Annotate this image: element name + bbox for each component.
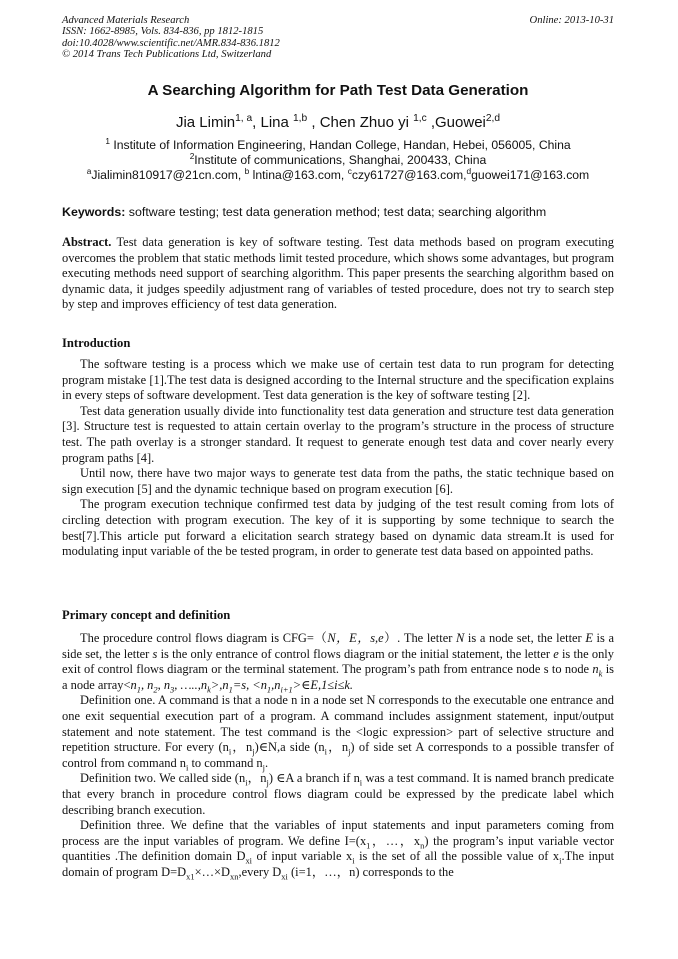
text-run: ，n (231, 740, 253, 755)
text-run: ×…×D (194, 864, 231, 879)
math-sub: j (252, 746, 255, 757)
author-name: , Chen Zhuo yi (307, 114, 414, 131)
author-sup: 1,c (413, 113, 427, 124)
email-link[interactable]: Jialimin810917@21cn.com, (91, 168, 245, 182)
affiliation-1 (62, 135, 614, 152)
text-run: of input variable x (252, 849, 353, 864)
author-name: , Lina (252, 114, 294, 131)
paper-title: A Searching Algorithm for Path Test Data Generation (147, 82, 529, 99)
section-heading-introduction: Introduction (62, 336, 131, 350)
math-run: =s, <n (232, 677, 267, 692)
math-sub: i (228, 746, 232, 757)
author-sup: 2,d (485, 113, 501, 124)
math-run: >,n (210, 677, 229, 692)
math-sub: xi (281, 871, 288, 882)
email-sup: d (466, 165, 472, 176)
email-link[interactable]: lntina@163.com, (249, 168, 348, 182)
author-sup: 1,b (293, 113, 308, 124)
text-run: . (265, 755, 269, 770)
primary-concept-body (62, 631, 614, 881)
introduction-body (62, 357, 614, 560)
text-run: The procedure control flows diagram is CFG=（ (80, 631, 328, 645)
author-name: ,Guowei (426, 114, 486, 131)
math-sub: xn (230, 871, 239, 882)
math-sub: k (598, 668, 603, 679)
paragraph (62, 771, 614, 818)
math-run: E (585, 631, 593, 645)
doi-line: doi:10.4028/www.scientific.net/AMR.834-836.1812 (62, 37, 280, 49)
abstract-label: Abstract. (62, 235, 112, 249)
math-sub: k (207, 684, 211, 695)
math-run: N，E，s,e (327, 631, 384, 645)
keywords-text: software testing; test data generation method; test data; searching algorithm (125, 205, 547, 219)
math-run: N (456, 631, 465, 645)
author-sup: 1, a (235, 113, 253, 124)
math-sub: i (245, 777, 248, 788)
paragraph: The program execution technique confirmed test data by judging of the test result coming from lots of circling detection with program execution. The key of it is supporting by some technique to search the best[7].This article put forward a elicitation search strategy based on dynamic data stream.It is used for modulating input variable of the be tested program, in order to generate test data based on appointed paths. (62, 497, 614, 559)
math-sub: 1 (366, 840, 371, 851)
text-run: .The input domain of program D=D (62, 849, 615, 879)
text-run: ）. The letter (383, 631, 456, 645)
math-sub: i (559, 855, 562, 866)
text-run: to command n (188, 755, 263, 770)
math-run: e (553, 646, 559, 661)
affiliation-2 (62, 150, 614, 167)
email-link[interactable]: guowei171@163.com (471, 168, 590, 182)
math-run: , n (140, 677, 154, 692)
math-run: , n (157, 677, 171, 692)
math-run: n (130, 677, 137, 692)
math-sub: i (352, 855, 355, 866)
math-sub: 1 (228, 684, 233, 695)
math-run: n (592, 662, 599, 677)
math-sub: i+1 (280, 684, 293, 695)
paragraph (62, 631, 614, 693)
text-run: Definition two. We called side (n (80, 771, 246, 786)
text-run: ，n (247, 771, 267, 786)
math-sub: i (324, 746, 327, 757)
journal-name: Advanced Materials Research (62, 15, 190, 26)
author-list (62, 114, 614, 131)
paragraph (62, 818, 614, 880)
text-run: Definition three. We define that the variables of input statements and input parameters coming from process are the input variables of program. We define I=(x (62, 818, 614, 848)
section-heading-primary-concept: Primary concept and definition (62, 608, 231, 622)
text-run: ) ∈A a branch if n (268, 771, 360, 786)
math-sub: j (266, 777, 269, 788)
aff-sup: 1 (105, 135, 110, 146)
author-name: Jia Limin (175, 114, 236, 131)
aff-sup: 2 (189, 150, 195, 161)
math-sub: 1 (136, 684, 141, 695)
text-run: is the set of all the possible value of x (354, 849, 560, 864)
text-run: ) the program’s input variable vector quantities .The definition domain D (62, 833, 614, 864)
text-run: Definition one. A command is that a node n in a node set N corresponds to the executable one entrance and one exit sequential execution part of a program. A command includes assignment statement, input/output statement and note statement. The test command is the <logic expression> part of selective structure and repetition structure. For every (n (62, 693, 614, 755)
keywords-label: Keywords: (62, 205, 126, 219)
text-run: (i=1，…，n) corresponds to the (287, 864, 454, 879)
author-emails (62, 165, 614, 182)
math-run: >∈E,1≤i≤k. (292, 677, 354, 692)
text-run: is a node array< (62, 662, 614, 692)
math-sub: i (359, 777, 363, 788)
paragraph: Until now, there have two major ways to generate test data from the paths, the static technique based on sign execution [5] and the dynamic technique based on program execution [6]. (62, 466, 614, 496)
math-sub: 3 (170, 684, 175, 695)
math-sub: x1 (186, 871, 195, 882)
math-sub: n (420, 840, 425, 851)
email-link[interactable]: czy61727@163.com, (351, 168, 467, 182)
math-run: , …..,n (174, 677, 208, 692)
keywords (62, 205, 614, 219)
text-run: ，…，x (370, 833, 421, 848)
text-run: is a side set, the letter (62, 631, 614, 661)
text-run: )∈N,a side (n (254, 740, 325, 755)
math-sub: j (348, 746, 351, 757)
journal-header (62, 15, 614, 61)
text-run: was a test command. It is named branch predicate that every branch in procedure control flows diagram could be expressed by the predicate label which describing branch execution. (62, 771, 614, 817)
email-sup: c (347, 165, 352, 176)
abstract (62, 235, 614, 313)
issn-line: ISSN: 1662-8985, Vols. 834-836, pp 1812-1815 (62, 26, 264, 38)
paragraph (62, 693, 614, 771)
text-run: ) of side set A corresponds to a possible transfer of control from command n (62, 740, 614, 770)
email-sup: a (86, 165, 92, 176)
aff-text: Institute of communications, Shanghai, 200433, China (194, 153, 487, 167)
text-run: ,every D (238, 864, 282, 879)
math-run: ,n (271, 677, 281, 692)
math-sub: j (262, 762, 265, 773)
math-sub: 1 (266, 684, 272, 695)
text-run: ，n (326, 740, 349, 755)
text-run: is the only entrance of control flows diagram or the initial statement, the letter (157, 646, 554, 661)
email-sup: b (244, 165, 250, 176)
math-sub: xi (245, 855, 253, 866)
text-run: is a node set, the letter (464, 631, 586, 645)
math-sub: i (186, 762, 189, 773)
abstract-text: Test data generation is key of software testing. Test data methods based on program executing overcomes the problem that static methods limit tested procedure, which shows some advantages, but program executing methods need support of searching algorithm. This paper presents the searching algorithm based on dynamic data, it judges speedily adjustment rang of variables of tested procedure, does not try to search step by step and improves efficiency of test data generation. (62, 235, 614, 312)
aff-text: Institute of Information Engineering, Handan College, Handan, Hebei, 056005, China (109, 138, 571, 152)
copyright-line: © 2014 Trans Tech Publications Ltd, Switzerland (62, 49, 272, 61)
online-date: Online: 2013-10-31 (529, 15, 614, 26)
math-sub: 2 (153, 684, 158, 695)
paragraph: Test data generation usually divide into functionality test data generation and structure test data generation [3]. Structure test is requested to attain certain overlay to the program’s structure in the process of structure test. The path overlay is a stronger standard. It request to generate enough test data and cover nearly every program paths [4]. (62, 403, 614, 465)
math-run: s (152, 646, 158, 661)
paragraph: The software testing is a process which we make use of certain test data to run program for detecting program mistake [1].The test data is designed according to the Internal structure and the specification explains in every steps of software development. Test data generation is the key of software testing [2]. (62, 357, 614, 403)
text-run: is the only exit of control flows diagram or the terminal statement. The program’s path from entrance node s to node (62, 646, 614, 677)
